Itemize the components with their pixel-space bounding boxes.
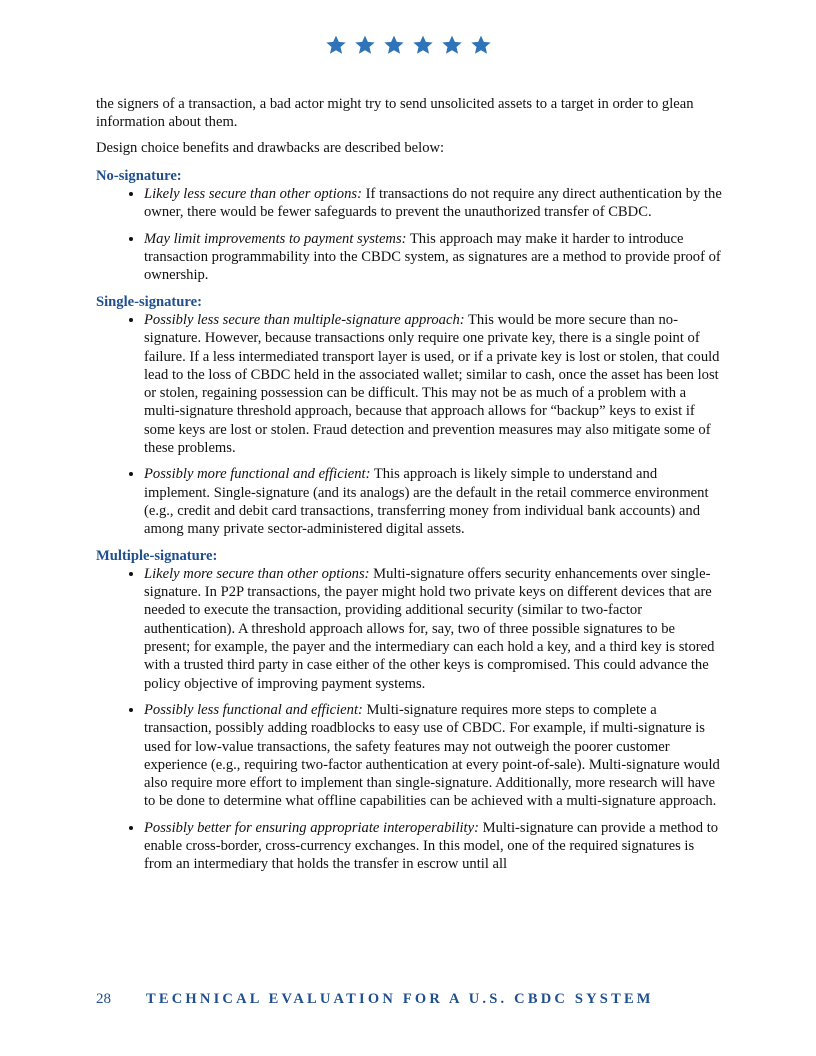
multiple-signature-list [96, 565, 722, 874]
star-icon [412, 34, 434, 56]
section-heading-multiple-signature: Multiple-signature: [96, 547, 218, 564]
design-choice-paragraph: Design choice benefits and drawbacks are described below: [96, 139, 445, 156]
star-icon [325, 34, 347, 56]
intro-paragraph: the signers of a transaction, a bad actor might try to send unsolicited assets to a target in order to glean information about them. [96, 96, 694, 131]
list-item-lead: Possibly less secure than multiple-signature approach: [144, 311, 465, 328]
list-item [144, 819, 722, 874]
star-icon [470, 34, 492, 56]
list-item-text: Multi-signature requires more steps to complete a transaction, possibly adding roadblocks to easy use of CBDC. For example, if multi-signature is used for low-value transactions, the safety features may not outweigh the poorer customer experience (e.g., requiring two-factor authentication at every point-of-sale). Multi-signature would also require more effort to implement than single-signature. Additionally, more research will have to be done to determine what offline capabilities can be achieved with a multi-signature approach. [144, 701, 720, 810]
page-number: 28 [96, 991, 111, 1007]
section-heading-no-signature: No-signature: [96, 167, 182, 184]
list-item-lead: May limit improvements to payment systems: [144, 230, 407, 247]
single-signature-section [96, 293, 722, 539]
list-item [144, 185, 722, 222]
list-item [144, 230, 722, 285]
single-signature-list [96, 311, 722, 539]
page-footer [96, 991, 736, 1008]
star-icon [383, 34, 405, 56]
document-body [96, 95, 722, 882]
list-item-lead: Possibly better for ensuring appropriate interoperability: [144, 819, 479, 836]
list-item-text: Multi-signature can provide a method to enable cross-border, cross-currency exchanges. In this model, one of the required signatures is from an intermediary that holds the transfer in escrow until all [144, 819, 719, 873]
header-stars [0, 34, 816, 56]
list-item [144, 311, 722, 457]
list-item-text: This approach may make it harder to introduce transaction programmability into the CBDC system, as signatures are a method to provide proof of ownership. [144, 230, 721, 284]
list-item-lead: Possibly more functional and efficient: [144, 466, 371, 483]
multiple-signature-section [96, 547, 722, 874]
list-item [144, 465, 722, 538]
footer-title: TECHNICAL EVALUATION FOR A U.S. CBDC SYSTEM [146, 991, 654, 1007]
list-item-text: If transactions do not require any direct authentication by the owner, there would be fewer safeguards to prevent the unauthorized transfer of CBDC. [144, 186, 722, 221]
list-item-text: Multi-signature offers security enhancements over single-signature. In P2P transactions, the payer might hold two private keys on different devices that are needed to execute the transaction, providing additional security (similar to two-factor authentication). A threshold approach allows for, say, two of three possible signatures to be present; for example, the payer and the intermediary can each hold a key, and a third key is stored with a trusted third party in case either of the other keys is compromised. This could advance the policy objective of improving payment systems. [144, 565, 715, 692]
no-signature-list [96, 185, 722, 284]
star-icon [441, 34, 463, 56]
star-icon [354, 34, 376, 56]
list-item-lead: Possibly less functional and efficient: [144, 701, 363, 718]
list-item-text: This approach is likely simple to understand and implement. Single-signature (and its analogs) are the default in the retail commerce environment (e.g., credit and debit card transactions, transferring money from individual bank accounts) and among many private sector-administered digital assets. [144, 466, 709, 538]
list-item [144, 701, 722, 811]
list-item-text: This would be more secure than no-signature. However, because transactions only require one private key, there is a single point of failure. If a less intermediated transport layer is used, or if a private key is lost or stolen, that could lead to the loss of CBDC held in the associated wallet; similar to cash, once the asset has been lost or stolen, regaining possession can be difficult. This may not be as much of a problem with a multi-signature threshold approach, because that approach allows for “backup” keys to exist if some keys are lost or stolen. Fraud detection and prevention measures may also mitigate some of these problems. [144, 311, 720, 457]
no-signature-section [96, 167, 722, 285]
section-heading-single-signature: Single-signature: [96, 293, 202, 310]
list-item [144, 565, 722, 693]
list-item-lead: Likely more secure than other options: [144, 565, 370, 582]
list-item-lead: Likely less secure than other options: [144, 186, 362, 203]
